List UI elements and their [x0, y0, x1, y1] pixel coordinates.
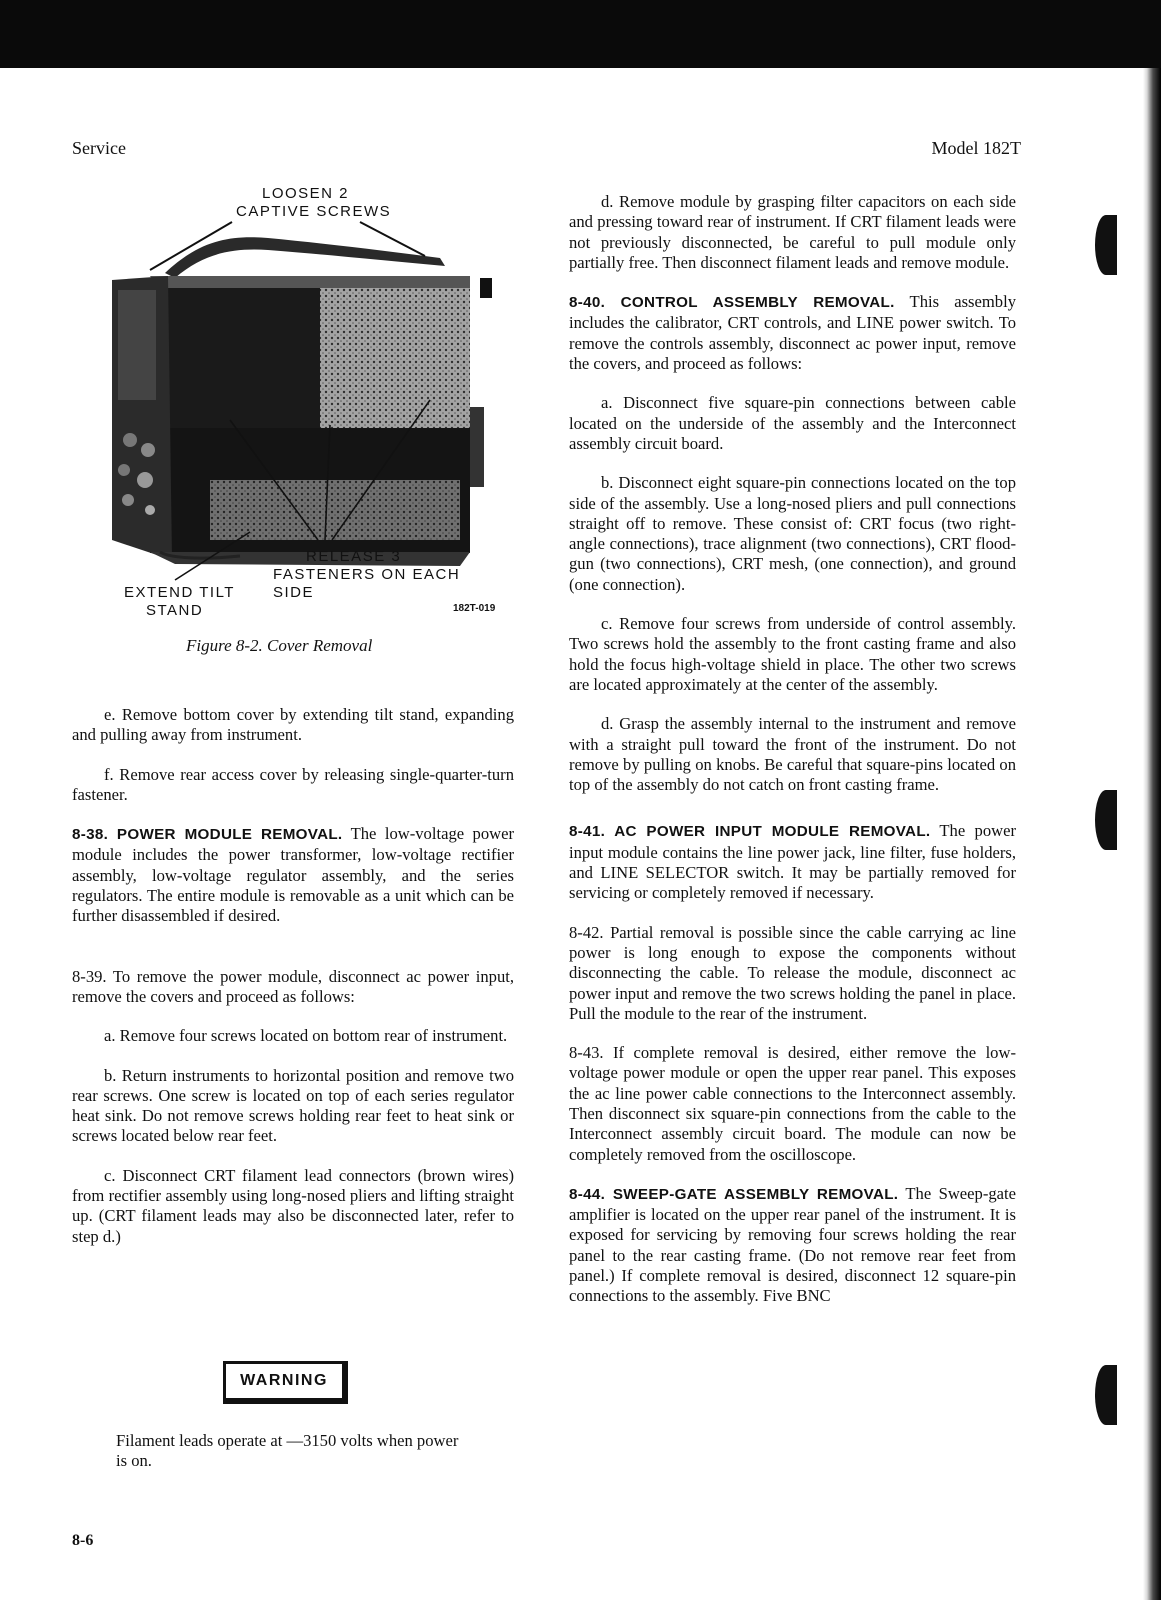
step-a: a. Remove four screws located on bottom rear of instrument.: [104, 1026, 508, 1046]
callout-loosen-screws: [236, 185, 391, 221]
section-body: The Sweep-gate amplifier is located on the upper rear panel of the instrument. It is exposed for servicing by removing four screws holding the rear panel to the rear casting frame. (Do not remove rear feet from panel.) If complete removal is desired, disconnect 12 square-pin connections to the assembly. Five BNC: [569, 1183, 1016, 1306]
para-8-43: 8-43. If complete removal is desired, either remove the low-voltage power module or open the upper rear panel. This exposes the ac line power cable connections to the Interconnect assembly. Then disconnect six square-pin connections from the cable to the Interconnect assembly circuit board. The module can now be completely removed from the oscilloscope.: [569, 1043, 1016, 1164]
para-8-39: 8-39. To remove the power module, disconnect ac power input, remove the covers and proceed as follows:: [72, 966, 514, 1006]
section-heading: 8-38. POWER MODULE REMOVAL.: [72, 826, 343, 844]
section-8-41: [569, 821, 1016, 903]
header-right: Model 182T: [931, 138, 1021, 158]
section-heading: 8-44. SWEEP-GATE ASSEMBLY REMOVAL.: [569, 1185, 899, 1203]
step-a-control: a. Disconnect five square-pin connections between cable located on the underside of the assembly and the Interconnect assembly circuit board.: [569, 393, 1016, 453]
para-8-42: 8-42. Partial removal is possible since the cable carrying ac line power is long enough to expose the components without disconnecting the cable. To release the module, disconnect ac power input and remove the two screws holding the panel in place. Pull the module to the rear of the instrument.: [569, 922, 1016, 1023]
callout-line: RELEASE 3: [306, 548, 402, 565]
section-8-38: [72, 824, 514, 926]
section-8-44: [569, 1184, 1016, 1307]
page-number: 8-6: [72, 1532, 94, 1549]
warning-box: WARNING: [223, 1361, 348, 1404]
scan-top-bar: [0, 0, 1161, 68]
figure-caption: Figure 8-2. Cover Removal: [186, 636, 373, 655]
section-8-40: [569, 292, 1016, 374]
step-b: b. Return instruments to horizontal position and remove two rear screws. One screw is located on top of each series regulator heat sink. Do not remove screws holding rear feet to heat sink or screws located below rear feet.: [72, 1065, 514, 1146]
section-body: The low-voltage power module includes the power transformer, low-voltage rectifier assembly, low-voltage regulator assembly, and the series regulators. The entire module is removable as a unit which can be further disassembled if desired.: [72, 824, 515, 926]
warning-text: Filament leads operate at —3150 volts when power is on.: [116, 1431, 459, 1471]
punch-hole: [1095, 790, 1117, 850]
header-left: Service: [72, 138, 126, 158]
callout-line: LOOSEN 2: [262, 185, 350, 202]
step-c-control: c. Remove four screws from underside of control assembly. Two screws hold the assembly to the front casting frame and also hold the focus high-voltage shield in place. The other two screws are located approximately at the center of the assembly.: [569, 614, 1016, 694]
step-b-control: b. Disconnect eight square-pin connections located on the top side of the assembly. Use a long-nosed pliers and pull connections straight off to remove. These consist of: CRT focus (two right-angle connections), trace alignment (two connections), CRT flood-gun (two connections), CRT mesh, (one connection), and ground (one connection).: [569, 473, 1016, 594]
callout-line: FASTENERS ON EACH: [273, 566, 461, 583]
step-d-module: d. Remove module by grasping filter capacitors on each side and pressing toward rear of instrument. If CRT filament leads were not previously disconnected, be careful to pull module only partially free. Then disconnect filament leads and remove module.: [569, 192, 1016, 272]
callout-line: STAND: [146, 602, 204, 619]
step-e: e. Remove bottom cover by extending tilt stand, expanding and pulling away from instrument.: [72, 705, 514, 745]
callout-release-fasteners: [273, 548, 460, 602]
callout-line: SIDE: [273, 584, 315, 601]
section-body: The power input module contains the line power jack, line filter, fuse holders, and LINE SELECTOR switch. It may be partially removed for servicing or completely removed if necessary.: [569, 821, 1016, 903]
step-d-control: d. Grasp the assembly internal to the instrument and remove with a straight pull toward the front of the instrument. Do not remove by pulling on knobs. Be careful that square-pins located on top of the assembly do not catch on front casting frame.: [569, 714, 1016, 795]
figure-id: 182T-019: [453, 603, 496, 614]
callout-line: CAPTIVE SCREWS: [236, 203, 392, 220]
punch-hole: [1095, 215, 1117, 275]
section-heading: 8-40. CONTROL ASSEMBLY REMOVAL.: [569, 294, 895, 312]
section-body: This assembly includes the calibrator, CRT controls, and LINE power switch. To remove the controls assembly, disconnect ac power input, remove the covers, and proceed as follows:: [569, 292, 1016, 374]
punch-hole: [1095, 1365, 1117, 1425]
right-column: [569, 192, 1016, 1307]
section-heading: 8-41. AC POWER INPUT MODULE REMOVAL.: [569, 823, 931, 841]
step-c: c. Disconnect CRT filament lead connectors (brown wires) from rectifier assembly using long-nosed pliers and lifting straight up. (CRT filament leads may also be disconnected later, refer to step d.): [72, 1165, 514, 1246]
left-column: [72, 705, 514, 1247]
callout-extend-tilt: [124, 584, 235, 620]
step-f: f. Remove rear access cover by releasing single-quarter-turn fastener.: [72, 764, 514, 804]
callout-line: EXTEND TILT: [124, 584, 235, 601]
